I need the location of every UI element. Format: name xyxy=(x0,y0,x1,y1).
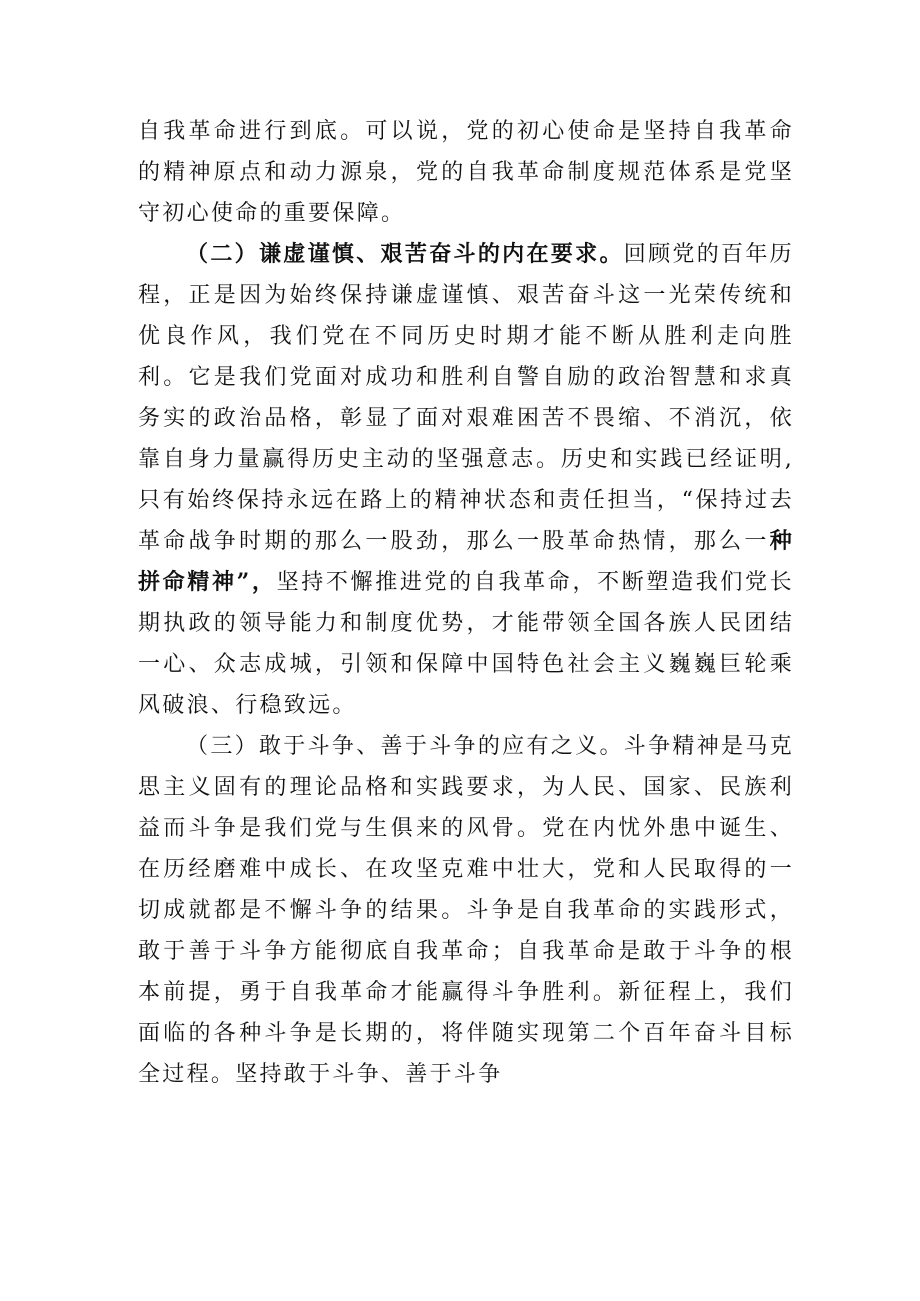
document-body xyxy=(138,111,794,1095)
emphasis-text: 种拼命精神”， xyxy=(138,528,794,595)
paragraph-1-text: 自我革命进行到底。可以说，党的初心使命是坚持自我革命的精神原点和动力源泉，党的自我革命制度规范体系是党坚守初心使命的重要保障。 xyxy=(138,119,794,226)
section-heading-2: （二）谦虚谨慎、艰苦奋斗的内在要求。 xyxy=(186,241,624,267)
paragraph-2-text-a: 回顾党的百年历程，正是因为始终保持谦虚谨慎、艰苦奋斗这一光荣传统和优良作风，我们党在不同历史时期才能不断从胜利走向胜利。它是我们党面对成功和胜利自警自励的政治智慧和求真务实的政治品格，彰显了面对艰难困苦不畏缩、不消沉，依靠自身力量赢得历史主动的坚强意志。历史和实践已经证明,只有始终保持永远在路上的精神状态和责任担当，“保持过去革命战争时期的那么一股劲，那么一股革命热情，那么一 xyxy=(138,242,794,554)
paragraph-1 xyxy=(138,111,794,234)
paragraph-2-text-b: 坚持不懈推进党的自我革命，不断塑造我们党长期执政的领导能力和制度优势，才能带领全国各族人民团结一心、众志成城，引领和保障中国特色社会主义巍巍巨轮乘风破浪、行稳致远。 xyxy=(138,570,794,718)
paragraph-2 xyxy=(138,234,794,726)
paragraph-3 xyxy=(138,726,794,1095)
paragraph-3-text: （三）敢于斗争、善于斗争的应有之义。斗争精神是马克思主义固有的理论品格和实践要求，为人民、国家、民族利益而斗争是我们党与生俱来的风骨。党在内忧外患中诞生、在历经磨难中成长、在攻坚克难中壮大，党和人民取得的一切成就都是不懈斗争的结果。斗争是自我革命的实践形式，敢于善于斗争方能彻底自我革命；自我革命是敢于斗争的根本前提，勇于自我革命才能赢得斗争胜利。新征程上，我们面临的各种斗争是长期的，将伴随实现第二个百年奋斗目标全过程。坚持敢于斗争、善于斗争 xyxy=(138,734,794,1087)
